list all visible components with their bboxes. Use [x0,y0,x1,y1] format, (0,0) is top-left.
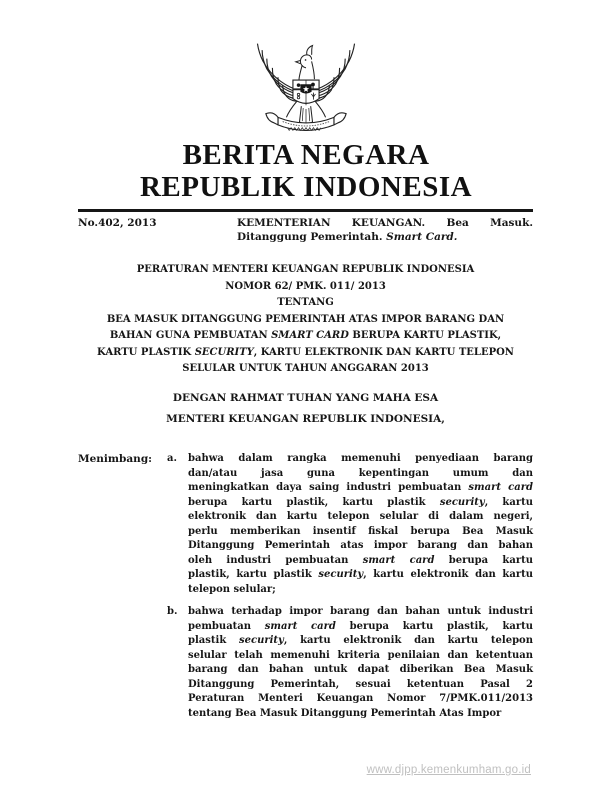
text-line: plastik security, kartu elektronik dan kartu telepon [188,635,533,646]
list-item-marker: b. [167,606,178,617]
text-line: Ditanggung Pemerintah. Smart Card. [237,231,458,243]
text-line: pembuatan smart card berupa kartu plastik, kartu [188,620,534,632]
considering-item [167,605,533,721]
text-line: PERATURAN MENTERI KEUANGAN REPUBLIK INDONESIA [136,264,475,275]
considering-item [167,452,533,597]
text-line: REPUBLIK INDONESIA [139,171,473,203]
text-line: perlu memberikan insentif fiskal berupa Bea Masuk [188,525,533,537]
text-line: Ditanggung Pemerintah atas impor barang dan bahan [188,540,533,551]
issue-subject [237,216,533,244]
invocation [78,391,533,426]
text-line: oleh industri pembuatan smart card berupa kartu [188,554,533,566]
text-line: bahwa dalam rangka memenuhi penyediaan barang [188,453,533,464]
text-line: selular telah memenuhi kriteria penilaian dan ketentuan [188,649,533,661]
text-line: SELULAR UNTUK TAHUN ANGGARAN 2013 [182,363,429,374]
considering-section [78,452,533,721]
text-line: telepon selular; [188,583,276,595]
text-line: barang dan bahan untuk dapat diberikan Bea Masuk [188,664,533,675]
text-line: Peraturan Menteri Keuangan Nomor 7/PMK.011/2013 [188,693,533,704]
considering-paragraph [188,605,533,721]
text-line: KARTU PLASTIK SECURITY, KARTU ELEKTRONIK DAN KARTU TELEPON [97,346,514,358]
invocation-line: MENTERI KEUANGAN REPUBLIK INDONESIA, [166,413,445,425]
issue-header-row [78,216,533,244]
text-line: berupa kartu plastik, kartu plastik security, kartu [188,496,534,508]
footer-watermark-link[interactable]: www.djpp.kemenkumham.go.id [366,764,531,776]
invocation-line: DENGAN RAHMAT TUHAN YANG MAHA ESA [172,392,439,404]
text-line: meningkatkan daya saing industri pembuatan smart card [188,482,533,493]
text-line: dan/atau jasa guna kepentingan umum dan [188,467,533,479]
text-line: elektronik dan kartu telepon selular di dalam negeri, [188,511,533,522]
text-line: NOMOR 62/ PMK. 011/ 2013 [225,280,386,292]
text-line: tentang Bea Masuk Ditanggung Pemerintah Atas Impor [188,707,502,719]
text-line: BERITA NEGARA [182,139,430,171]
masthead-title [0,139,612,203]
regulation-title [78,262,533,378]
considering-items [167,452,533,721]
text-line: BEA MASUK DITANGGUNG PEMERINTAH ATAS IMPOR BARANG DAN [106,313,505,325]
text-line: Ditanggung Pemerintah, sesuai ketentuan Pasal 2 [188,678,533,690]
text-line: bahwa terhadap impor barang dan bahan untuk industri [188,606,533,617]
issue-number: No.402, 2013 [78,217,157,229]
considering-paragraph [188,452,533,597]
list-item-marker: a. [167,453,177,464]
text-line: KEMENTERIAN KEUANGAN. Bea Masuk. [237,217,533,229]
masthead-divider [78,209,533,212]
text-line: TENTANG [277,297,334,308]
text-line: plastik, kartu plastik security, kartu elektronik dan kartu [188,569,533,580]
garuda-pancasila-emblem [250,37,362,142]
considering-label: Menimbang: [78,453,153,465]
garuda-pancasila-icon [250,37,362,138]
text-line: BAHAN GUNA PEMBUATAN SMART CARD BERUPA KARTU PLASTIK, [109,330,502,341]
